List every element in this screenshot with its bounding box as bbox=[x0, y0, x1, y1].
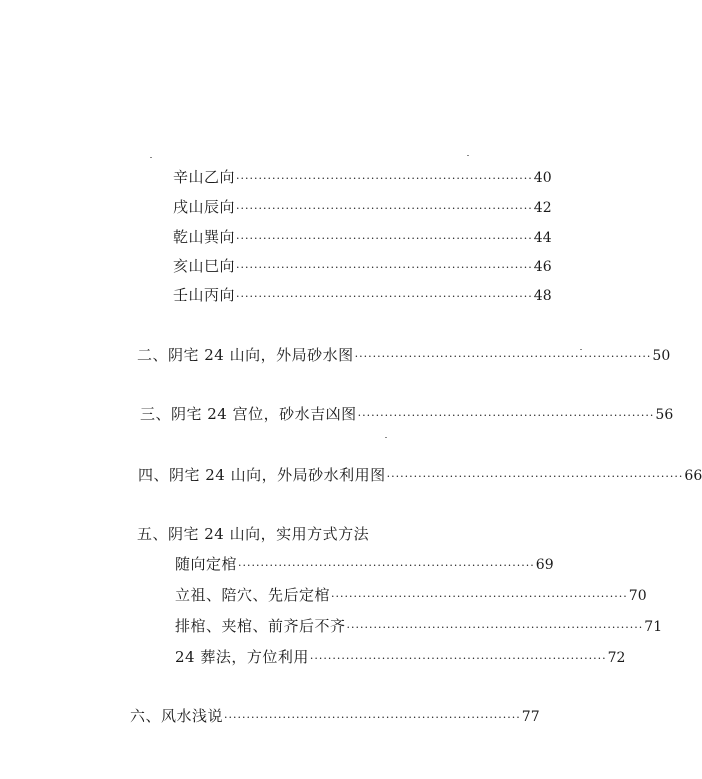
toc-leader-dots: ·································································· bbox=[386, 470, 684, 483]
toc-entry bbox=[175, 616, 663, 638]
toc-entry-title: 辛山乙向 bbox=[173, 168, 236, 186]
toc-entry-title: 随向定棺 bbox=[175, 555, 238, 573]
toc-section bbox=[138, 465, 702, 487]
toc-leader-dots: ·································································· bbox=[346, 621, 644, 634]
toc-page-number: 42 bbox=[533, 200, 552, 216]
toc-entry-title: 乾山巽向 bbox=[173, 228, 236, 246]
toc-page-number: 40 bbox=[533, 170, 552, 186]
toc-page-number: 66 bbox=[684, 468, 702, 484]
toc-page-number: 72 bbox=[607, 650, 626, 666]
toc-entry bbox=[173, 227, 552, 249]
toc-page-number: 50 bbox=[652, 348, 671, 364]
toc-entry bbox=[175, 647, 626, 669]
toc-leader-dots: ·································································· bbox=[357, 409, 655, 422]
toc-leader-dots: ·································································· bbox=[354, 350, 652, 363]
toc-section-title: 三、阴宅 24 宫位，砂水吉凶图 bbox=[140, 405, 357, 423]
toc-page-number: 46 bbox=[533, 259, 552, 275]
toc-leader-dots: ·································································· bbox=[309, 652, 607, 665]
toc-entry-title: 壬山丙向 bbox=[173, 286, 236, 304]
toc-leader-dots: ·································································· bbox=[224, 711, 521, 724]
scan-speck bbox=[385, 437, 387, 438]
toc-entry bbox=[175, 554, 554, 576]
toc-entry-title: 排棺、夹棺、前齐后不齐 bbox=[175, 617, 346, 635]
toc-section-title: 二、阴宅 24 山向，外局砂水图 bbox=[137, 346, 354, 364]
toc-section-title: 五、阴宅 24 山向，实用方式方法 bbox=[137, 525, 370, 543]
toc-leader-dots: ·································································· bbox=[236, 202, 533, 215]
toc-section bbox=[137, 524, 369, 544]
toc-page-number: 70 bbox=[628, 588, 647, 604]
toc-section bbox=[140, 404, 674, 426]
toc-entry bbox=[173, 167, 552, 189]
scan-speck bbox=[150, 157, 152, 158]
toc-page-number: 77 bbox=[521, 709, 540, 725]
toc-leader-dots: ·································································· bbox=[331, 590, 628, 603]
toc-leader-dots: ·································································· bbox=[236, 172, 533, 185]
toc-section bbox=[130, 706, 540, 728]
scan-speck bbox=[467, 155, 469, 156]
toc-entry-title: 戌山辰向 bbox=[173, 198, 236, 216]
toc-entry bbox=[173, 197, 552, 219]
toc-page-number: 48 bbox=[533, 288, 552, 304]
toc-section-title: 四、阴宅 24 山向，外局砂水利用图 bbox=[138, 466, 386, 484]
toc-leader-dots: ·································································· bbox=[236, 232, 533, 245]
toc-page-number: 69 bbox=[535, 557, 554, 573]
toc-page-number: 44 bbox=[533, 230, 552, 246]
toc-entry-title: 立祖、陪穴、先后定棺 bbox=[175, 586, 331, 604]
toc-leader-dots: ·································································· bbox=[238, 559, 535, 572]
toc-page-number: 71 bbox=[644, 619, 663, 635]
toc-leader-dots: ·································································· bbox=[236, 290, 533, 303]
toc-entry bbox=[173, 256, 552, 278]
toc-leader-dots: ·································································· bbox=[236, 261, 533, 274]
toc-section bbox=[137, 345, 671, 367]
toc-entry bbox=[173, 285, 552, 307]
toc-entry-title: 24 葬法，方位利用 bbox=[175, 648, 309, 666]
toc-page-number: 56 bbox=[655, 407, 674, 423]
toc-entry-title: 亥山巳向 bbox=[173, 257, 236, 275]
toc-entry bbox=[175, 585, 647, 607]
toc-section-title: 六、风水浅说 bbox=[130, 707, 224, 725]
